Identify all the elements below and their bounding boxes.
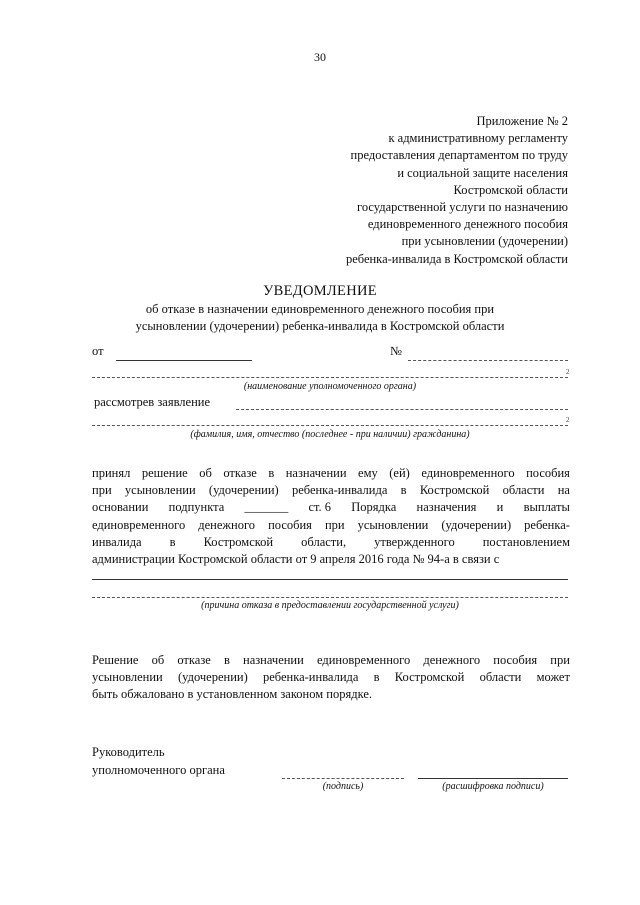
subtitle-line: усыновлении (удочерении) ребенка-инвалида в Костромской области	[135, 319, 505, 333]
appendix-line: и социальной защите населения	[397, 165, 568, 180]
reason-caption: (причина отказа в предоставлении государственной услуги)	[201, 600, 459, 611]
signatory-subtitle: уполномоченного органа	[92, 763, 225, 777]
subtitle-line: об отказе в назначении единовременного денежного пособия при	[145, 302, 495, 316]
signature-decode-caption: (расшифровка подписи)	[442, 781, 544, 792]
number-field[interactable]	[408, 360, 568, 361]
appendix-line: единовременного денежного пособия	[367, 217, 568, 232]
applicant-field-continued[interactable]	[92, 425, 568, 426]
page-number: 30	[314, 50, 326, 64]
appendix-line: предоставления департаментом по труду	[350, 148, 568, 163]
appendix-line: при усыновлении (удочерении)	[401, 234, 568, 249]
paragraph-line: усыновлении (удочерении) ребенка-инвалида в Костромской области может	[92, 670, 570, 685]
document-subtitle	[0, 301, 640, 335]
authority-field[interactable]	[92, 377, 568, 378]
paragraph-line-last: администрации Костромской области от 9 апреля 2016 года № 94-а в связи с	[92, 552, 500, 567]
appendix-line: ребенка-инвалида в Костромской области	[345, 251, 568, 266]
paragraph-line-last: быть обжаловано в установленном законом порядке.	[92, 687, 372, 702]
signature-decode-field[interactable]	[418, 778, 568, 779]
signature-caption: (подпись)	[322, 781, 364, 792]
reason-field-continued[interactable]	[92, 597, 568, 598]
appeal-paragraph	[92, 652, 570, 704]
authority-caption: (наименование уполномоченного органа)	[243, 381, 417, 392]
signature-field[interactable]	[282, 778, 404, 779]
decision-paragraph	[92, 465, 570, 568]
paragraph-line: Решение об отказе в назначении единовременного денежного пособия при	[92, 653, 570, 667]
document-title: УВЕДОМЛЕНИЕ	[263, 283, 377, 299]
signatory-title: Руководитель	[92, 745, 165, 759]
reviewed-label: рассмотрев заявление	[94, 395, 211, 409]
authority-end-mark: 2	[566, 368, 570, 376]
reason-field[interactable]	[92, 579, 568, 580]
from-label: от	[92, 344, 104, 358]
subparagraph-blank[interactable]: _______	[244, 500, 289, 515]
number-label: №	[390, 344, 402, 358]
paragraph-line: при усыновлении (удочерении) ребенка-инвалида в Костромской области на	[92, 483, 570, 498]
citizen-caption: (фамилия, имя, отчество (последнее - при наличии) гражданина)	[190, 429, 470, 440]
appendix-line: к административному регламенту	[388, 131, 568, 146]
from-date-field[interactable]	[116, 360, 252, 361]
appendix-line: государственной услуги по назначению	[357, 200, 568, 215]
appendix-line: Приложение № 2	[476, 114, 568, 128]
appendix-block	[248, 113, 568, 268]
appendix-line: Костромской области	[453, 182, 568, 197]
paragraph-line: основании подпункта _______ ст. 6 Порядка назначения и выплаты	[92, 499, 570, 516]
applicant-field[interactable]	[236, 409, 568, 410]
paragraph-line: единовременного денежного пособия при усыновлении (удочерении) ребенка-	[92, 517, 570, 532]
citizen-end-mark: 2	[566, 416, 570, 424]
paragraph-line: принял решение об отказе в назначении ему (ей) единовременного пособия	[92, 466, 570, 480]
paragraph-line: инвалида в Костромской области, утвержденного постановлением	[92, 534, 570, 549]
